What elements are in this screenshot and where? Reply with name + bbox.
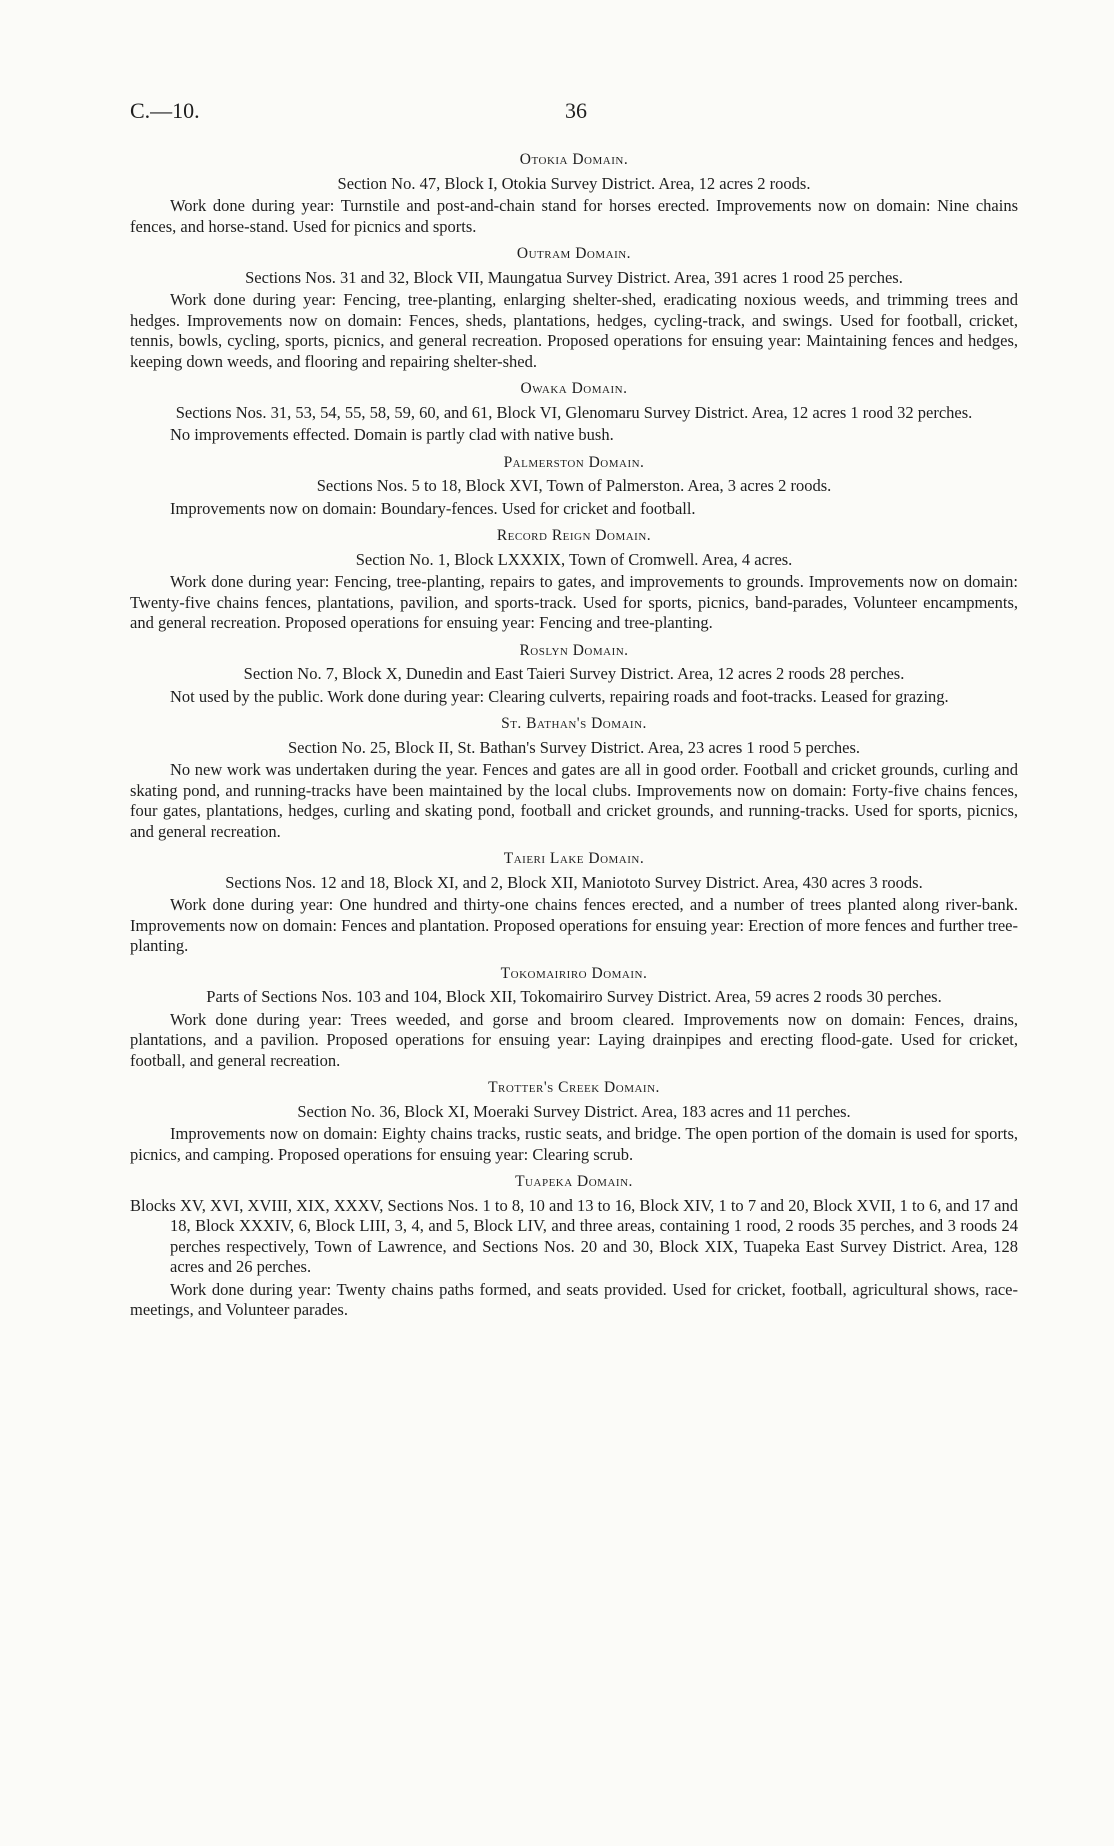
section-title: Palmerston Domain. bbox=[503, 453, 645, 471]
section-work: Not used by the public. Work done during year: Clearing culverts, repairing roads and foot-tracks. Leased for grazing. bbox=[170, 686, 949, 706]
section-description: Section No. 25, Block II, St. Bathan's Survey District. Area, 23 acres 1 rood 5 perches. bbox=[287, 737, 861, 757]
section-title: Tokomairiro Domain. bbox=[500, 964, 648, 982]
section-title: Record Reign Domain. bbox=[496, 527, 652, 544]
section-title: Roslyn Domain. bbox=[519, 641, 629, 659]
section-description: Sections Nos. 5 to 18, Block XVI, Town of Palmerston. Area, 3 acres 2 roods. bbox=[316, 476, 832, 495]
domain-section-roslyn bbox=[130, 641, 1018, 708]
section-work: Work done during year: Trees weeded, and gorse and broom cleared. Improvements now on domain: Fences, drains, plantations, and a pavilion. Proposed operations for ensuing year: Laying drainpipes and erecting flood-gate. Used for cricket, football, and general recreation. bbox=[130, 1009, 1018, 1070]
section-title: Tuapeka Domain. bbox=[515, 1173, 633, 1190]
page-number: 36 bbox=[565, 98, 587, 123]
section-work: No improvements effected. Domain is partly clad with native bush. bbox=[170, 425, 614, 444]
section-description: Sections Nos. 12 and 18, Block XI, and 2, Block XII, Maniototo Survey District. Area, 430 acres 3 roods. bbox=[225, 872, 923, 892]
section-description: Section No. 47, Block I, Otokia Survey District. Area, 12 acres 2 roods. bbox=[337, 173, 811, 193]
domain-section-otokia bbox=[130, 150, 1018, 237]
domain-section-st-bathans bbox=[130, 714, 1018, 842]
domain-section-palmerston bbox=[130, 453, 1018, 520]
domain-section-record-reign bbox=[130, 526, 1018, 634]
domain-list bbox=[130, 150, 1018, 1328]
domain-section-tuapeka bbox=[130, 1172, 1018, 1321]
domain-section-outram bbox=[130, 244, 1018, 372]
section-description: Section No. 7, Block X, Dunedin and East Taieri Survey District. Area, 12 acres 2 roods 28 perches. bbox=[243, 664, 905, 683]
section-work: Improvements now on domain: Eighty chains tracks, rustic seats, and bridge. The open portion of the domain is used for sports, picnics, and camping. Proposed operations for ensuing year: Clearing scrub. bbox=[130, 1124, 1018, 1164]
section-work: Work done during year: One hundred and thirty-one chains fences erected, and a number of trees planted along river-bank. Improvements now on domain: Fences and plantation. Proposed operations for ensuing year: Erection of more fences and further tree-planting. bbox=[130, 895, 1018, 955]
domain-section-taieri-lake bbox=[130, 849, 1018, 957]
section-title: St. Bathan's Domain. bbox=[501, 715, 647, 732]
section-title: Owaka Domain. bbox=[520, 380, 628, 397]
section-description: Section No. 1, Block LXXXIX, Town of Cromwell. Area, 4 acres. bbox=[355, 549, 793, 569]
section-description: Parts of Sections Nos. 103 and 104, Block XII, Tokomairiro Survey District. Area, 59 acres 2 roods 30 perches. bbox=[206, 987, 942, 1006]
domain-section-trotters-creek bbox=[130, 1078, 1018, 1165]
domain-section-owaka bbox=[130, 379, 1018, 446]
section-work: Work done during year: Turnstile and post-and-chain stand for horses erected. Improvements now on domain: Nine chains fences, and horse-stand. Used for picnics and sports. bbox=[130, 196, 1018, 236]
document-reference: C.—10. bbox=[130, 98, 200, 123]
section-work: No new work was undertaken during the year. Fences and gates are all in good order. Football and cricket grounds, curling and skating pond, and running-tracks have been maintained by the local clubs. Improvements now on domain: Forty-five chains fences, four gates, plantations, hedges, curling and skating pond, football and cricket grounds, and running-tracks. Used for sports, picnics, and general recreation. bbox=[130, 760, 1018, 841]
section-title: Otokia Domain. bbox=[519, 151, 629, 168]
section-work: Work done during year: Fencing, tree-planting, enlarging shelter-shed, eradicating noxious weeds, and trimming trees and hedges. Improvements now on domain: Fences, sheds, plantations, hedges, cycling-track, and swings. Used for football, cricket, tennis, bowls, cycling, sports, picnics, and general recreation. Proposed operations for ensuing year: Maintaining fences and hedges, keeping down weeds, and flooring and repairing shelter-shed. bbox=[130, 290, 1018, 371]
section-description: Sections Nos. 31, 53, 54, 55, 58, 59, 60, and 61, Block VI, Glenomaru Survey District. Area, 12 acres 1 rood 32 perches. bbox=[175, 402, 973, 422]
section-title: Trotter's Creek Domain. bbox=[488, 1079, 660, 1096]
section-title: Taieri Lake Domain. bbox=[503, 850, 645, 867]
section-title: Outram Domain. bbox=[516, 245, 632, 262]
section-description: Blocks XV, XVI, XVIII, XIX, XXXV, Sections Nos. 1 to 8, 10 and 13 to 16, Block XIV, 1 to 7 and 20, Block XVII, 1 to 6, and 17 and 18, Block XXXIV, 6, Block LIII, 3, 4, and 5, Block LIV, and three areas, containing 1 rood, 2 roods 35 perches, and 3 roods 24 perches respectively, Town of Lawrence, and Sections Nos. 20 and 30, Block XIX, Tuapeka East Survey District. Area, 128 acres and 26 perches. bbox=[130, 1195, 1018, 1276]
section-work: Work done during year: Twenty chains paths formed, and seats provided. Used for cricket, football, agricultural shows, race-meetings, and Volunteer parades. bbox=[130, 1279, 1018, 1319]
domain-section-tokomairiro bbox=[130, 964, 1018, 1072]
section-description: Sections Nos. 31 and 32, Block VII, Maungatua Survey District. Area, 391 acres 1 rood 25 perches. bbox=[245, 267, 903, 287]
section-description: Section No. 36, Block XI, Moeraki Survey District. Area, 183 acres and 11 perches. bbox=[297, 1101, 851, 1121]
section-work: Work done during year: Fencing, tree-planting, repairs to gates, and improvements to grounds. Improvements now on domain: Twenty-five chains fences, plantations, pavilion, and sports-track. Used for sports, picnics, band-parades, Volunteer encampments, and general recreation. Proposed operations for ensuing year: Fencing and tree-planting. bbox=[130, 572, 1018, 632]
section-work: Improvements now on domain: Boundary-fences. Used for cricket and football. bbox=[170, 498, 696, 518]
